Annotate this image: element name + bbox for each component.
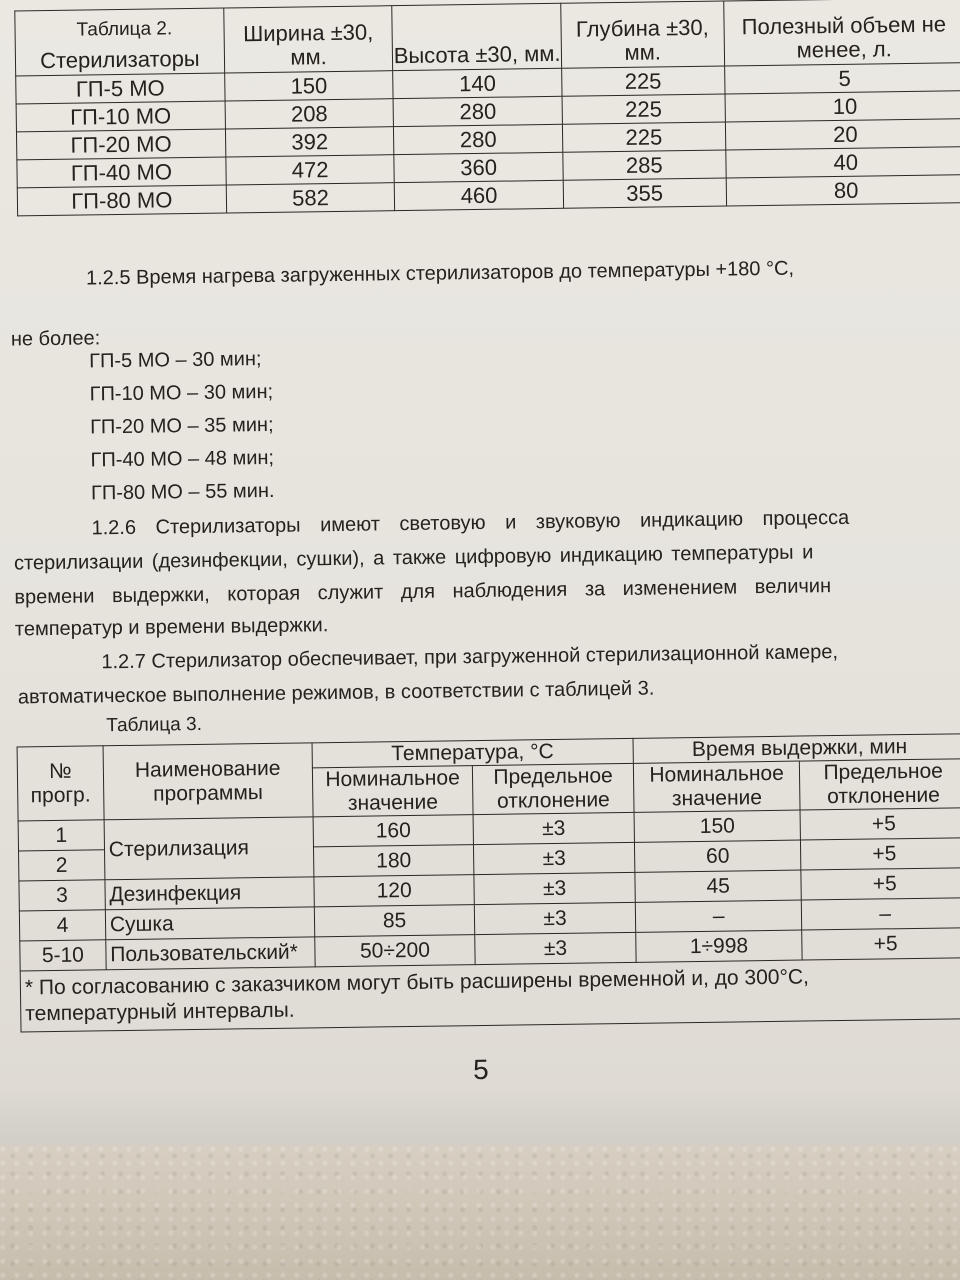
table3-cell-time-limit: +5 — [802, 928, 960, 960]
table3-header-time-limit: Предельное отклонение — [800, 759, 960, 810]
table2-cell: 360 — [394, 152, 563, 182]
table3-header-time-nominal: Номинальное значение — [633, 761, 800, 812]
section-125-line1: 1.2.5 Время нагрева загруженных стерилизаторов до температуры +180 °С, — [85, 257, 795, 290]
section-126-line4: температур и времени выдержки. — [14, 614, 329, 641]
heating-time-list — [89, 343, 275, 511]
table3-cell-temp-nominal: 85 — [314, 905, 475, 937]
table2-cell: 5 — [724, 63, 960, 94]
table2-cell: 140 — [393, 68, 562, 98]
table2-header-height: Высота ±30, мм. — [392, 3, 561, 70]
table2-cell: 460 — [395, 180, 564, 210]
table3-cell-name: Дезинфекция — [105, 877, 314, 910]
table2-header-width: Ширина ±30, мм. — [224, 6, 393, 73]
list-item: ГП-40 МО – 48 мин; — [90, 446, 275, 472]
table2-cell: 285 — [563, 150, 726, 180]
table2-cell: 20 — [725, 119, 960, 150]
background-surface — [0, 1145, 960, 1280]
list-item: ГП-80 МО – 55 мин. — [90, 479, 275, 505]
table2-cell: 280 — [393, 96, 562, 126]
list-item: ГП-20 МО – 35 мин; — [89, 413, 274, 439]
table2-cell: 280 — [394, 124, 563, 154]
table3-cell-temp-limit: ±3 — [474, 872, 635, 904]
table2-cell: 355 — [563, 178, 726, 208]
table3-cell-num: 4 — [19, 910, 105, 941]
table3-cell-name: Сушка — [105, 907, 314, 940]
table2-cell: 225 — [562, 66, 725, 96]
table3-cell-time-limit: +5 — [801, 868, 960, 900]
table2-cell: 10 — [725, 91, 960, 122]
table3-caption: Таблица 3. — [106, 713, 203, 737]
section-126-line1: 1.2.6 Стерилизаторы имеют световую и звуковую индикацию процесса — [91, 506, 850, 540]
table3-cell-time-nominal: 45 — [635, 870, 802, 902]
table2-cell: 80 — [726, 175, 960, 206]
table3-cell-name: Стерилизация — [104, 817, 314, 880]
table3-cell-temp-limit: ±3 — [473, 812, 634, 844]
table3-cell-time-nominal: 150 — [634, 810, 801, 842]
table3-header-temp-limit: Предельное отклонение — [473, 763, 634, 814]
table3-cell-temp-nominal: 180 — [313, 845, 474, 877]
table2-header-volume: Полезный объем не менее, л. — [723, 0, 960, 66]
table2-cell: 150 — [224, 71, 393, 101]
table3-cell-num: 2 — [19, 850, 105, 881]
table3-cell-temp-limit: ±3 — [474, 842, 635, 874]
table3-header-num: № прогр. — [17, 746, 104, 821]
table2-cell: ГП-20 МО — [16, 129, 225, 160]
list-item: ГП-10 МО – 30 мин; — [89, 380, 274, 406]
section-125-line2: не более: — [10, 327, 101, 351]
table3-header-hold-time: Время выдержки, мин — [633, 734, 960, 764]
table3-cell-name: Пользовательский* — [106, 937, 315, 970]
table3-header-temperature: Температура, °С — [312, 738, 633, 767]
section-126-line3: времени выдержки, которая служит для наблюдения за изменением величин — [14, 575, 832, 609]
table2-header-sterilizers: Стерилизаторы — [15, 8, 225, 76]
table3-cell-temp-nominal: 120 — [314, 875, 475, 907]
table2-cell: ГП-10 МО — [16, 101, 225, 132]
table3-cell-time-nominal: 1÷998 — [636, 930, 803, 962]
table3-cell-temp-limit: ±3 — [475, 902, 636, 934]
table3-cell-num: 5-10 — [20, 940, 106, 971]
table3-cell-temp-nominal: 50÷200 — [315, 935, 476, 967]
table3-cell-time-limit: +5 — [801, 838, 960, 870]
table3-programs — [17, 733, 960, 1032]
table3-cell-num: 3 — [19, 880, 105, 911]
table3-header-temp-nominal: Номинальное значение — [312, 766, 473, 817]
table3-header-name: Наименование программы — [103, 743, 313, 820]
list-item: ГП-5 МО – 30 мин; — [89, 348, 262, 373]
page-number: 5 — [472, 1053, 489, 1086]
table2-header-depth: Глубина ±30, мм. — [561, 1, 725, 68]
table2-cell: 225 — [562, 122, 725, 152]
table2-cell: ГП-5 МО — [16, 73, 225, 104]
table2-cell: ГП-80 МО — [17, 185, 226, 216]
section-127-line2: автоматическое выполнение режимов, в соответствии с таблицей 3. — [17, 677, 655, 709]
section-127-line1: 1.2.7 Стерилизатор обеспечивает, при загруженной стерилизационной камере, — [101, 641, 839, 674]
table2-cell: 392 — [225, 127, 394, 157]
table2-cell: 40 — [725, 147, 960, 178]
table2-caption: Таблица 2. — [76, 18, 173, 41]
table3-cell-num: 1 — [18, 820, 104, 851]
table2-cell: 208 — [225, 99, 394, 129]
table3-cell-temp-limit: ±3 — [475, 932, 636, 964]
table2-cell: 582 — [226, 183, 395, 213]
table3-cell-time-limit: +5 — [800, 808, 960, 840]
table3-cell-time-nominal: – — [635, 900, 802, 932]
table3-cell-temp-nominal: 160 — [313, 815, 474, 847]
table3-cell-time-nominal: 60 — [634, 840, 801, 872]
table2-cell: ГП-40 МО — [17, 157, 226, 188]
table3-cell-time-limit: – — [802, 898, 960, 930]
section-126-line2: стерилизации (дезинфекции, сушки), а также цифровую индикацию температуры и — [13, 541, 814, 575]
table2-cell: 472 — [226, 155, 395, 185]
table2-cell: 225 — [562, 94, 725, 124]
table3-footnote: * По согласованию с заказчиком могут быть расширены временной и, до 300°С, температурный интервалы. — [20, 958, 960, 1032]
table2-dimensions — [14, 0, 960, 216]
